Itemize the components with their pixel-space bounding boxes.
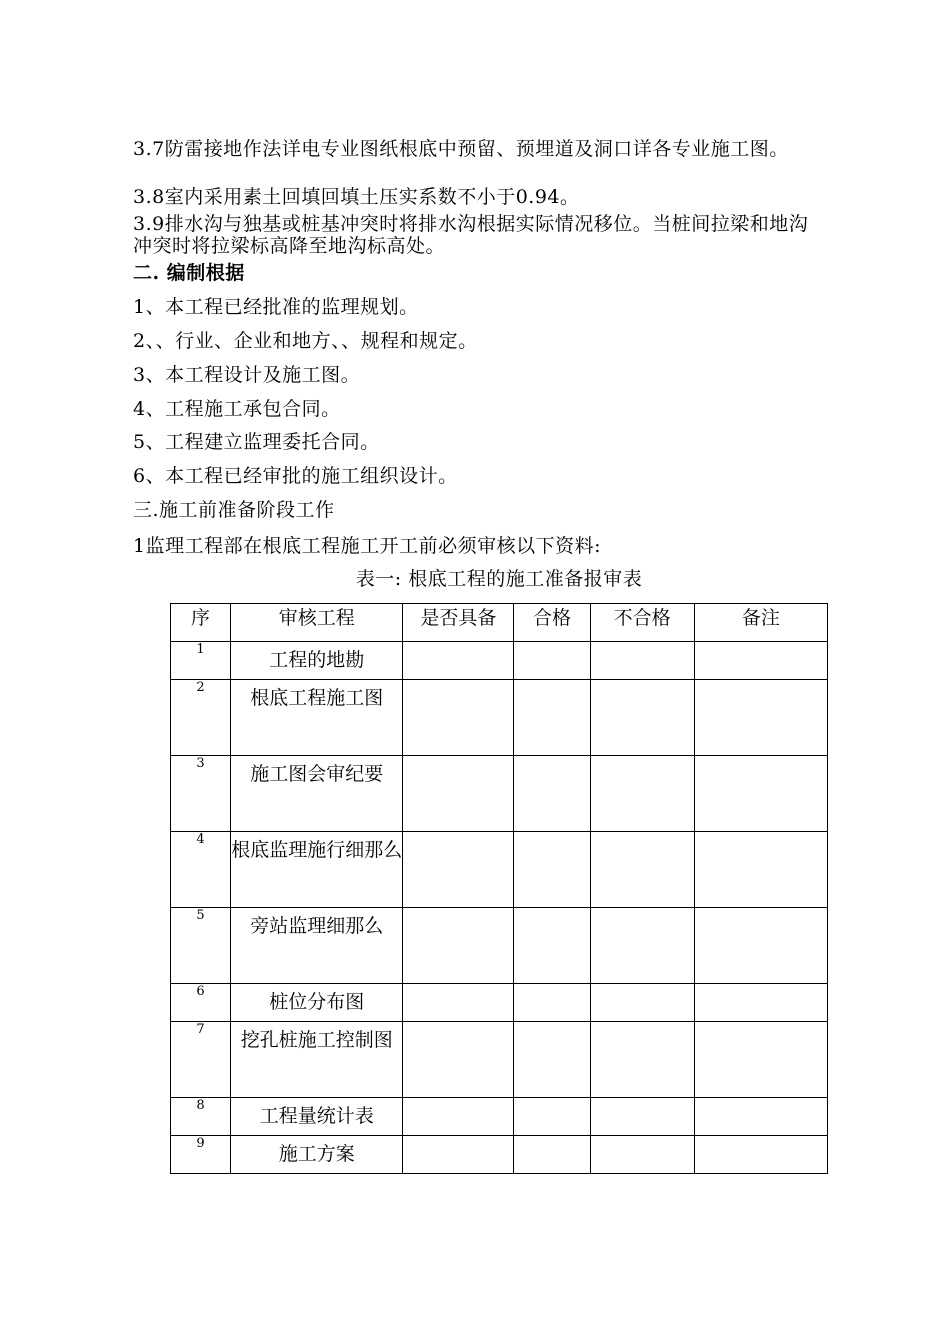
header-review-item: 审核工程 [231,604,403,642]
row-item: 工程的地勘 [231,642,403,680]
header-unqualified: 不合格 [590,604,694,642]
cell-qualified [514,642,590,680]
section-2-heading: 二. 编制根据 [133,262,245,284]
cell-remarks [694,756,827,832]
basis-item-6: 6、本工程已经审批的施工组织设计。 [133,465,458,487]
cell-unqualified [590,908,694,984]
header-seq: 序 [171,604,231,642]
cell-qualified [514,1136,590,1174]
table-caption: 表一: 根底工程的施工准备报审表 [355,568,643,590]
row-item: 挖孔桩施工控制图 [231,1022,403,1098]
row-number: 5 [171,908,231,984]
table-row [171,756,828,832]
header-qualified: 合格 [514,604,590,642]
row-item: 工程量统计表 [231,1098,403,1136]
row-item: 旁站监理细那么 [231,908,403,984]
header-remarks: 备注 [694,604,827,642]
basis-item-4: 4、工程施工承包合同。 [133,398,341,420]
table-row [171,908,828,984]
row-number: 2 [171,680,231,756]
basis-item-5: 5、工程建立监理委托合同。 [133,431,380,453]
cell-qualified [514,680,590,756]
cell-remarks [694,642,827,680]
row-number: 9 [171,1136,231,1174]
cell-qualified [514,832,590,908]
row-number: 8 [171,1098,231,1136]
paragraph-3-8: 3.8室内采用素土回填回填土压实系数不小于0.94。 [133,186,580,208]
table-row [171,832,828,908]
review-table [170,603,828,1174]
cell-remarks [694,1098,827,1136]
cell-remarks [694,1136,827,1174]
cell-unqualified [590,1136,694,1174]
table-row [171,642,828,680]
row-item: 根底工程施工图 [231,680,403,756]
cell-available [403,1136,514,1174]
row-item: 根底监理施行细那么 [231,832,403,908]
paragraph-3-7: 3.7防雷接地作法详电专业图纸根底中预留、预埋道及洞口详各专业施工图。 [133,138,789,160]
row-number: 3 [171,756,231,832]
cell-available [403,984,514,1022]
header-available: 是否具备 [403,604,514,642]
cell-available [403,1098,514,1136]
row-number: 4 [171,832,231,908]
table-row [171,1136,828,1174]
table-row [171,1098,828,1136]
basis-item-2: 2、、行业、企业和地方、、规程和规定。 [133,330,478,352]
basis-item-1: 1、本工程已经批准的监理规划。 [133,296,419,318]
cell-remarks [694,1022,827,1098]
table-row [171,1022,828,1098]
cell-unqualified [590,832,694,908]
cell-available [403,756,514,832]
table-row [171,984,828,1022]
cell-unqualified [590,680,694,756]
basis-item-3: 3、本工程设计及施工图。 [133,364,361,386]
cell-available [403,680,514,756]
section-3-heading: 三.施工前准备阶段工作 [133,499,335,521]
row-number: 1 [171,642,231,680]
cell-qualified [514,984,590,1022]
cell-remarks [694,908,827,984]
row-item: 施工方案 [231,1136,403,1174]
row-number: 7 [171,1022,231,1098]
cell-qualified [514,756,590,832]
row-number: 6 [171,984,231,1022]
cell-remarks [694,832,827,908]
cell-qualified [514,1098,590,1136]
cell-unqualified [590,756,694,832]
cell-available [403,1022,514,1098]
cell-available [403,908,514,984]
paragraph-3-9: 3.9排水沟与独基或桩基冲突时将排水沟根据实际情况移位。当桩间拉梁和地沟冲突时将拉梁标高降至地沟标高处。 [133,213,809,257]
cell-remarks [694,680,827,756]
cell-unqualified [590,984,694,1022]
row-item: 施工图会审纪要 [231,756,403,832]
cell-available [403,832,514,908]
cell-unqualified [590,1098,694,1136]
cell-remarks [694,984,827,1022]
cell-qualified [514,1022,590,1098]
table-header-row [171,604,828,642]
cell-unqualified [590,1022,694,1098]
table-row [171,680,828,756]
cell-unqualified [590,642,694,680]
row-item: 桩位分布图 [231,984,403,1022]
section-3-intro: 1监理工程部在根底工程施工开工前必须审核以下资料: [133,535,601,557]
cell-qualified [514,908,590,984]
cell-available [403,642,514,680]
